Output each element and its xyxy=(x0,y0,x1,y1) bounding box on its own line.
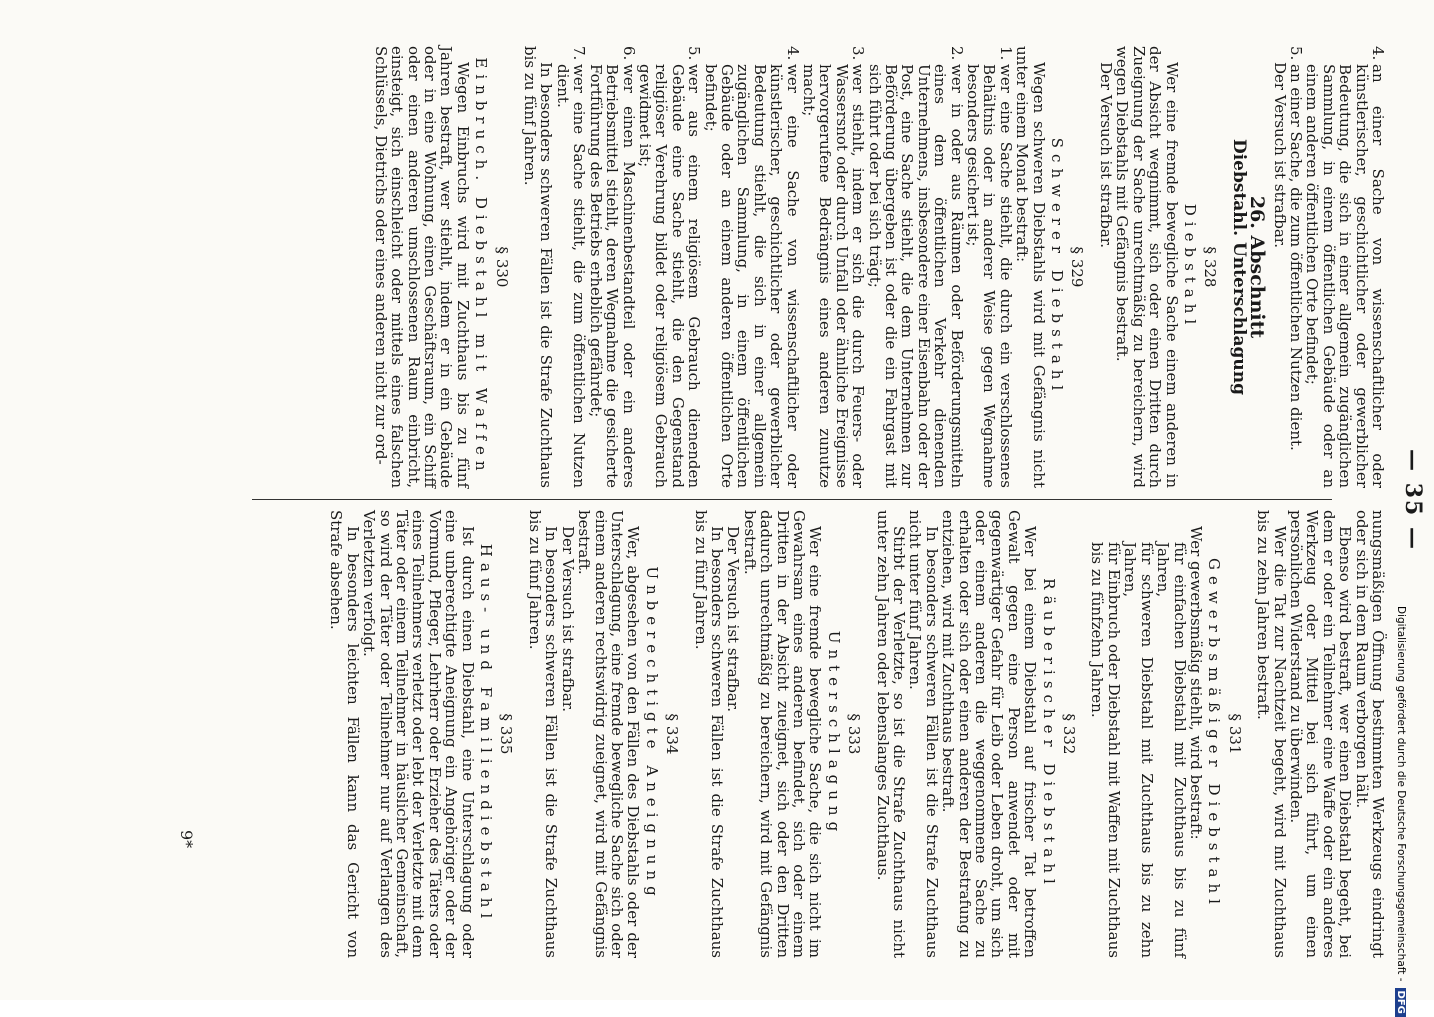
list-item xyxy=(702,46,800,488)
list-item xyxy=(555,46,588,488)
item-number: 7. xyxy=(570,46,589,61)
item-number: 5. xyxy=(1286,46,1305,61)
section-number: § 335 xyxy=(497,713,516,755)
chapter-heading: 26. Abschnitt xyxy=(1246,195,1269,339)
section-number: § 330 xyxy=(492,246,511,288)
column-divider xyxy=(252,499,1332,500)
item-text: an einer Sache von wissenschaftlicher oder künstlerischer, geschichtlicher oder gewerblicher Bedeutung, die sich in einer allgemein zugänglichen Sammlung, in einem öffentlichen Gebäude oder an einem anderen öffentlichen Orte befindet; xyxy=(1303,64,1387,488)
item-number: 6. xyxy=(619,46,638,61)
penalty-line: für Einbruch oder Diebstahl mit Waffen mit Zuchthaus bis zu fünfzehn Jahren. xyxy=(1088,542,1123,958)
section-text: Wegen schweren Diebstahls wird mit Gefängnis nicht unter einem Monat bestraft: xyxy=(1013,46,1048,488)
left-column xyxy=(276,46,1386,488)
item-number: 5. xyxy=(685,46,704,61)
list-item xyxy=(1304,46,1386,488)
section-title: Räuberischer Diebstahl xyxy=(1039,578,1058,890)
section-title: Unberechtigte Aneignung xyxy=(642,566,661,902)
list-item xyxy=(866,46,964,488)
section-text: Ist durch einen Diebstahl, eine Unterschlagung oder eine unberechtigte Aneignung ein Angehöriger oder der Vormund, Pfleger, Lehrherr oder Erzieher des Täters oder eines Teilnehmers verletzt oder lebt der Verletzte mit dem Täter oder einem Teilnehmer in häuslicher Gemeinschaft, so wird der Täter oder Teilnehmer nur auf Verlangen des Verletzten verfolgt. xyxy=(360,510,477,958)
section-text: In besonders schweren Fällen ist die Strafe Zuchthaus bis zu fünf Jahren. xyxy=(691,510,726,958)
section-text: Wer die Tat zur Nachtzeit begeht, wird mit Zuchthaus bis zu zehn Jahren bestraft. xyxy=(1254,510,1289,958)
section-title: Schwerer Diebstahl xyxy=(1048,137,1067,397)
attempt-note: Der Versuch ist strafbar. xyxy=(1096,62,1115,249)
item-number: 4. xyxy=(1369,46,1387,61)
item-number: 4. xyxy=(783,46,802,61)
section-title: Haus- und Familiendiebstahl xyxy=(477,543,496,925)
section-text: Wer bei einem Diebstahl auf frischer Tat betroffen Gewalt gegen eine Person anwendet oder mit gegenwärtiger Gefahr für Leib oder Leben droht, um sich oder einem anderen die weggenommene Sache zu erhalten oder sich oder einen anderen der Bestrafung zu entziehen, wird mit Zuchthaus bestraft. xyxy=(939,510,1040,958)
section-number: § 333 xyxy=(845,713,864,755)
chapter-title: Diebstahl. Unterschlagung xyxy=(1228,138,1249,396)
section-number: § 332 xyxy=(1060,713,1079,755)
list-item xyxy=(587,46,636,488)
section-number: § 328 xyxy=(1201,246,1220,288)
section-text: In besonders schweren Fällen ist die Strafe Zuchthaus bis zu fünf Jahren. xyxy=(525,510,561,958)
section-text: Wer eine fremde bewegliche Sache einem anderen in der Absicht wegnimmt, sich oder einen Dritten durch Zueignung der Sache unrechtmäßig zu bereichern, wird wegen Diebstahls mit Gefängnis bestraft. xyxy=(1113,46,1181,488)
attempt-note: Der Versuch ist strafbar. xyxy=(1270,62,1289,249)
section-text: Wer eine fremde bewegliche Sache, die sich nicht im Gewahrsam eines anderen befindet, sich oder einem Dritten in der Absicht zueignet, sich oder den Dritten dadurch unrechtmäßig zu bereichern, wird mit Gefängnis bestraft. xyxy=(740,510,825,958)
right-column xyxy=(276,510,1386,958)
section-text: In besonders schweren Fällen ist die Strafe Zuchthaus bis zu fünf Jahren. xyxy=(521,46,556,488)
section-title: Unterschlagung xyxy=(824,630,843,838)
section-text: Ebenso wird bestraft, wer einen Diebstahl begeht, bei dem er oder ein Teilnehmer eine Waffe oder ein anderes Werkzeug oder Mittel bei sich führt, um einen persönlichen Widerstand zu überwinden. xyxy=(1286,510,1355,958)
section-number: § 329 xyxy=(1068,246,1087,288)
page-number: — 35 — xyxy=(1400,449,1426,551)
section-title: Diebstahl xyxy=(1180,203,1199,331)
item-text: wer aus einem religiösem Gebrauch dienenden Gebäude eine Sache stiehlt, die den Gegenstand religiöser Verehrung bildet oder religiösem Gebrauch gewidmet ist; xyxy=(635,64,704,488)
section-text: Wer gewerbsmäßig stiehlt, wird bestraft: xyxy=(1186,526,1205,840)
item-text: wer stiehlt, indem er sich die durch Feuers- oder Wassersnot oder durch Unfall oder ähnliche Ereignisse hervorgerufene Bedrängnis eines anderen zunutze macht; xyxy=(800,64,868,488)
section-text: In besonders schweren Fällen ist die Strafe Zuchthaus nicht unter fünf Jahren. xyxy=(906,510,941,958)
item-text: an einer Sache, die zum öffentlichen Nutzen dient. xyxy=(1286,64,1305,451)
section-number: § 334 xyxy=(663,713,682,755)
dfg-logo: DFG xyxy=(1395,988,1406,1017)
digitization-text: Digitalisierung gefördert durch die Deutsche Forschungsgemeinschaft - xyxy=(1395,606,1407,982)
digitization-note xyxy=(1389,606,1407,1014)
section-text: Wer, abgesehen von den Fällen des Diebstahls oder der Unterschlagung, eine fremde bewegliche Sache sich oder einem anderen rechtswidrig zueignet, wird mit Gefängnis bestraft. xyxy=(575,510,643,958)
list-item xyxy=(965,46,1014,488)
section-number: § 331 xyxy=(1225,713,1244,755)
list-item xyxy=(1288,46,1304,488)
section-text: In besonders leichten Fällen kann das Gericht von Strafe absehen. xyxy=(327,510,362,958)
penalty-line: für schweren Diebstahl mit Zuchthaus bis zu zehn Jahren, xyxy=(1121,542,1156,958)
item-text: wer eine Sache von wissenschaftlicher oder künstlerischer, geschichtlicher oder gewerblicher Bedeutung stiehlt, die sich in einer allgemein zugänglichen Sammlung, in einem öffentlichen Gebäude oder an einem anderen öffentlichen Orte befindet; xyxy=(701,64,802,488)
attempt-note: Der Versuch ist strafbar. xyxy=(558,526,577,713)
item-text: wer einen Maschinenbestandteil oder ein anderes Betriebsmittel stiehlt, deren Wegnahme die gesicherte Fortführung des Betriebs erheblich gefährdet; xyxy=(586,64,638,488)
list-item xyxy=(801,46,867,488)
item-number: 2. xyxy=(947,46,966,61)
section-title: Einbruch. Diebstahl mit Waffen xyxy=(472,57,491,477)
item-text: wer eine Sache stiehlt, die durch ein verschlossenes Behältnis oder in anderer Weise gegen Wegnahme besonders gesichert ist; xyxy=(964,64,1015,488)
list-item xyxy=(637,46,703,488)
item-number: 3. xyxy=(849,46,868,61)
section-title: Gewerbsmäßiger Diebstahl xyxy=(1205,558,1224,910)
signature-mark: 9* xyxy=(177,830,196,849)
section-text: Wegen Einbruchs wird mit Zuchthaus bis zu fünf Jahren bestraft, wer stiehlt, indem er in ein Gebäude oder in eine Wohnung, einen Geschäftsraum, ein Schiff oder einen anderen umschlossenen Raum einbricht, einsteigt, sich einschleicht oder mittels eines falschen Schlüssels, Dietrichs oder eines anderen nicht zur ord- xyxy=(371,46,472,488)
penalty-line: für einfachen Diebstahl mit Zuchthaus bis zu fünf Jahren, xyxy=(1154,542,1189,958)
section-text: nungsmäßigen Öffnung bestimmten Werkzeugs eindringt oder sich in dem Raum verborgen hält. xyxy=(1352,510,1387,958)
item-text: wer in oder aus Räumen oder Beförderungsmitteln eines dem öffentlichen Verkehr dienenden Unternehmens, insbesondere einer Eisenbahn oder der Post, eine Sache stiehlt, die dem Unternehmen zur Beförderung übergeben ist oder die ein Fahrgast mit sich führt oder bei sich trägt; xyxy=(865,64,966,488)
item-number: 1. xyxy=(996,46,1015,61)
item-text: wer eine Sache stiehlt, die zum öffentlichen Nutzen dient. xyxy=(553,64,589,488)
section-text: Stirbt der Verletzte, so ist die Strafe Zuchthaus nicht unter zehn Jahren oder lebenslanges Zuchthaus. xyxy=(873,510,909,958)
attempt-note: Der Versuch ist strafbar. xyxy=(724,526,743,713)
